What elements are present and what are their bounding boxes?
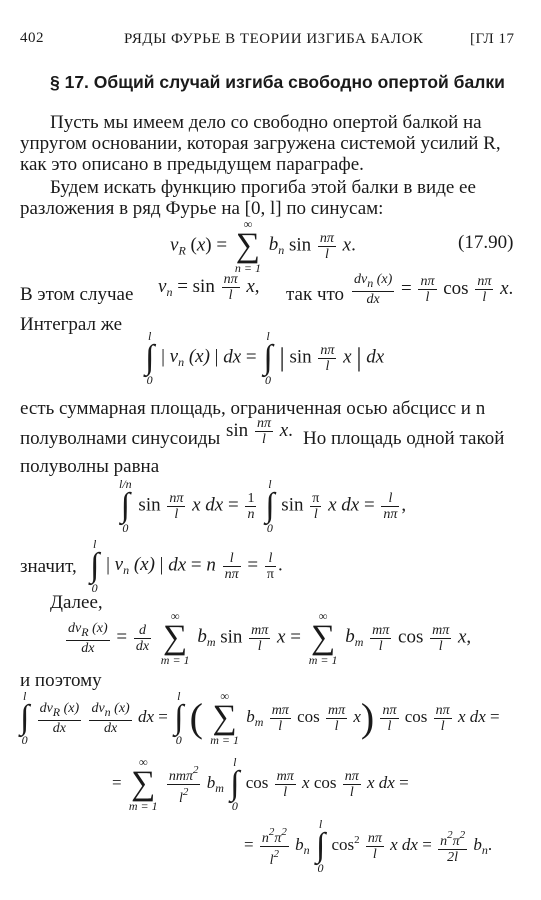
equation-vn: $v_n = \sin$ $\frac{n\pi}{l}$ x, [158, 272, 260, 303]
equation-halfwave: l/n ∫ 0 sin $\frac{n\pi}{l}$ x dx = $\frac{1}{n}$ l ∫ 0 sin $\frac{\pi}{l}$ x dx = $\frac{l}{n\pi}$ , [119, 477, 407, 535]
text-line: Будем искать функцию прогиба этой балки в виде ее [50, 177, 476, 198]
text-fragment: значит, [20, 556, 77, 577]
text-line: есть суммарная площадь, ограниченная осью абсцисс и n [20, 398, 486, 419]
page-number: 402 [20, 30, 44, 46]
text-fragment: полуволнами синусоиды [20, 428, 221, 449]
text-line: Пусть мы имеем дело со свободно опертой балкой на [50, 112, 482, 133]
section-title: § 17. Общий случай изгиба свободно опертой балки [50, 72, 505, 92]
equation-abs-integral: l ∫ 0 | $v_n$ (x) | dx = l ∫ 0 | sin $\frac{n\pi}{l}$ x | dx [145, 329, 385, 387]
text-line: полуволны равна [20, 456, 160, 477]
text-line: как это описано в предыдущем параграфе. [20, 154, 364, 175]
equation-result-line: = $\frac{n^2\pi^2}{l^2}$ $b_n$ l ∫ 0 $\cos^2$ $\frac{n\pi}{l}$ x dx = $\frac{n^2\pi^2}{2l}$ $b_n$. [244, 817, 493, 875]
equation-vr-derivative: $\frac{\text{dvR (x)}}{dx}$ = $\frac{d}{dx}$ ∞ ∑ m = 1 $b_m$ sin $\frac{m\pi}{l}$ x = ∞ ∑ m = 1 $b_m$ $\frac{m\pi}{l}$ cos $\frac{m\pi}{l}$ x, [68, 609, 472, 667]
text-line: Интеграл же [20, 314, 123, 335]
equation-sine-inline: sin $\frac{n\pi}{l}$ x. [226, 416, 293, 447]
text-line: разложения в ряд Фурье на [0, l] по синусам: [20, 198, 384, 219]
running-title: РЯДЫ ФУРЬЕ В ТЕОРИИ ИЗГИБА БАЛОК [124, 31, 424, 47]
text-fragment: так что [286, 284, 345, 305]
text-line: упругом основании, которая загружена системой усилий R, [20, 133, 501, 154]
text-fragment: В этом случае [20, 284, 134, 305]
equation-total-area: l ∫ 0 | $v_n$ (x) | dx = n $\frac{l}{n\pi}$ = $\frac{l}{\pi}$ . [90, 537, 283, 595]
text-fragment: Но площадь одной такой [303, 428, 505, 449]
equation-product-integral: l ∫ 0 $\frac{\text{dvR (x)}}{dx}$ $\frac{\text{dvn (x)}}{dx}$ dx = l ∫ 0 ( ∞ ∑ m = 1 $b_m$ $\frac{m\pi}{l}$ cos $\frac{m\pi}{l}$ x) $\frac{n\pi}{l}$ cos $\frac{n\pi}{l}$ x dx = [20, 689, 500, 747]
equation-derivative: $\frac{\text{dvn (x)}}{dx}$ = $\frac{n\pi}{l}$ cos $\frac{n\pi}{l}$ x. [354, 272, 514, 307]
equation-series-line: = ∞ ∑ m = 1 $\frac{nm\pi^2}{l^2}$ $b_m$ l ∫ 0 cos $\frac{m\pi}{l}$ x cos $\frac{n\pi}{l}$ x dx = [112, 755, 409, 813]
sum-symbol: ∞ ∑ n = 1 [234, 217, 261, 275]
text-line: и поэтому [20, 670, 102, 691]
chapter-label: [ГЛ 17 [470, 31, 515, 47]
equation-number: (17.90) [458, 232, 514, 253]
equation-17-90: $v_R$ (x) = ∞ ∑ n = 1 $b_n$ sin $\frac{n\pi}{l}$ x. [170, 217, 356, 275]
text-line: Далее, [50, 592, 103, 613]
